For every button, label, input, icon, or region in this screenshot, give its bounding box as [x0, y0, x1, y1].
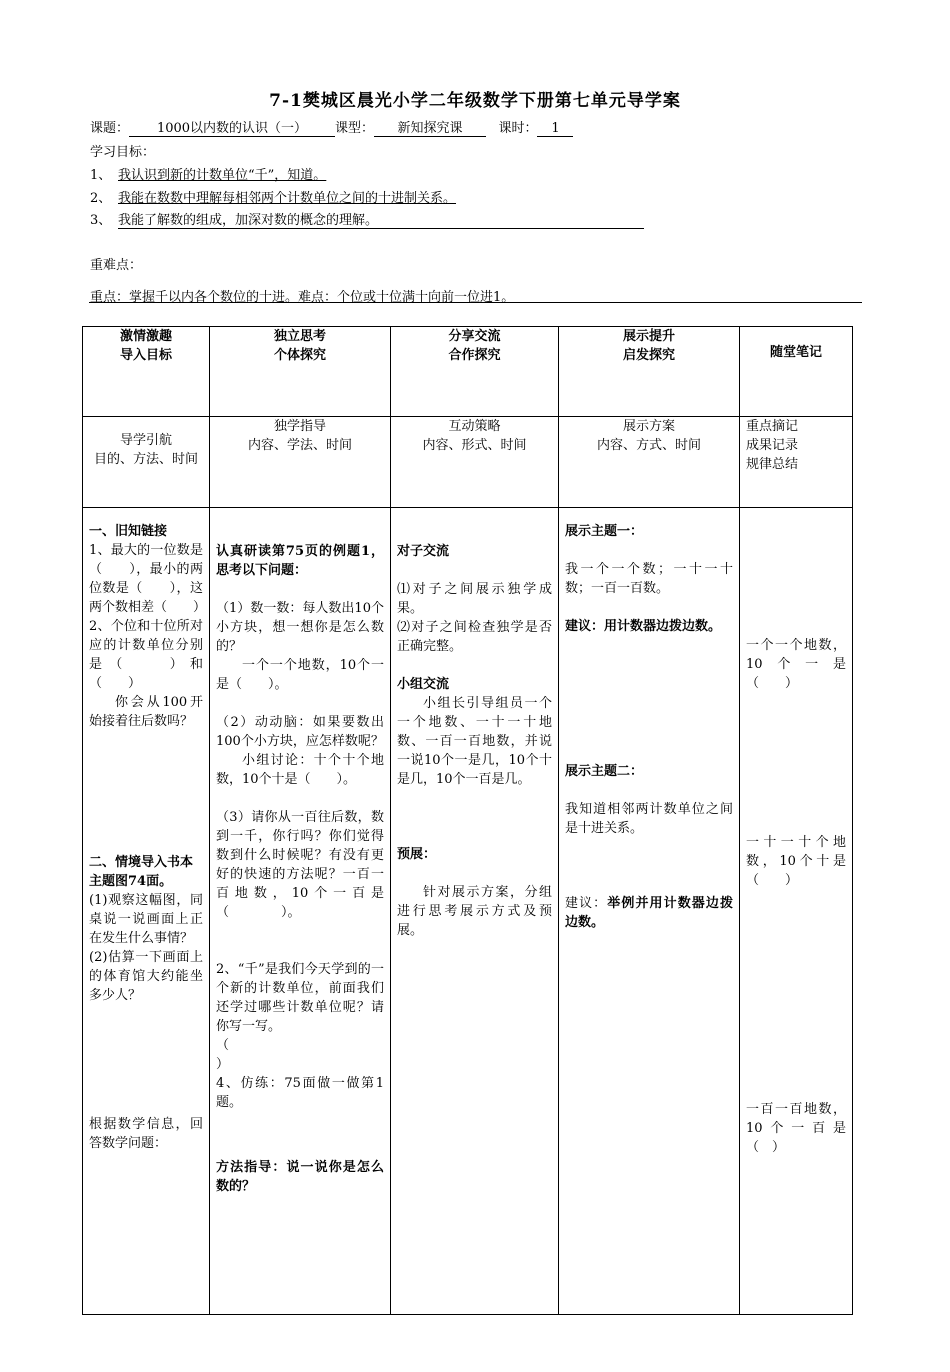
paragraph: ⑵对子之间检查独学是否正确完整。 — [397, 620, 552, 654]
goals-label: 学习目标： — [90, 145, 156, 160]
subheader-line: 重点摘记 — [746, 419, 799, 434]
subheader-row — [83, 417, 853, 508]
subheader-line: 展示方案 — [622, 419, 675, 434]
section-heading: 一、旧知链接 — [89, 524, 168, 539]
header-cell-2 — [210, 327, 391, 417]
content-cell-4 — [559, 508, 740, 1315]
meta-line — [90, 117, 573, 137]
header-line: 激情激趣 — [119, 329, 172, 344]
type-text: 新知探究课 — [397, 121, 463, 136]
paragraph: （ — [216, 1038, 230, 1053]
paragraph: 我知道相邻两计数单位之间是十进关系。 — [565, 802, 733, 836]
goal-text — [118, 209, 644, 229]
section-heading: 方法指导：说一说你是怎么数的？ — [216, 1160, 384, 1194]
key-underline — [89, 302, 862, 303]
content-cell-2 — [210, 508, 391, 1315]
header-line: 独立思考 — [273, 329, 326, 344]
section-heading: 认真研读第75页的例题1，思考以下问题： — [216, 544, 384, 578]
suggestion-label: 建议： — [565, 896, 608, 911]
subheader-cell-2 — [210, 417, 391, 508]
header-line: 个体探究 — [273, 348, 326, 363]
content-row — [83, 508, 853, 1315]
section-heading: 展示主题二： — [565, 764, 644, 779]
section-heading — [565, 894, 733, 932]
paragraph: 小组讨论：十个十个地数，10个十是（ ）。 — [216, 753, 384, 787]
subheader-line: 互动策略 — [448, 419, 501, 434]
section-heading: 建议：用计数器边拨边数。 — [565, 619, 722, 634]
paragraph: 4、仿练：75面做一做第1题。 — [216, 1076, 384, 1110]
topic-value — [129, 117, 335, 137]
subheader-cell-1 — [83, 417, 210, 508]
paragraph: （1）数一数：每人数出10个小方块，想一想你是怎么数的？ — [216, 601, 384, 654]
header-row — [83, 327, 853, 417]
subheader-line: 目的、方法、时间 — [93, 452, 198, 467]
goal-text: 我能在数数中理解每相邻两个计数单位之间的十进制关系。 — [118, 191, 457, 206]
paragraph: 根据数学信息，回答数学问题： — [89, 1117, 203, 1151]
paragraph: 你会从100开始接着往后数吗？ — [89, 695, 203, 729]
header-cell-1 — [83, 327, 210, 417]
subheader-cell-5 — [740, 417, 853, 508]
goal-num: 3、 — [90, 213, 112, 228]
header-cell-3 — [391, 327, 559, 417]
content-cell-1 — [83, 508, 210, 1315]
paragraph: 小组长引导组员一个一个地数、一十一十地数、一百一百地数，并说一说10个一是几，10个十是几，10个一百是几。 — [397, 696, 552, 787]
hours-text: 1 — [551, 121, 560, 136]
header-line: 启发探究 — [622, 348, 675, 363]
header-cell-5 — [740, 327, 853, 417]
content-cell-5 — [740, 508, 853, 1315]
subheader-line: 内容、方式、时间 — [596, 438, 701, 453]
goal-item-3 — [90, 209, 644, 229]
goal-text-content: 我能了解数的组成，加深对数的概念的理解。 — [118, 213, 379, 228]
topic-text: 1000以内数的认识（一） — [156, 121, 308, 136]
lesson-table — [82, 326, 853, 1315]
header-line: 分享交流 — [448, 329, 501, 344]
paragraph: 1、最大的一位数是（ ），最小的两位数是（ ），这两个数相差（ ） — [89, 543, 207, 615]
section-heading: 小组交流 — [397, 677, 450, 692]
header-line: 导入目标 — [119, 348, 172, 363]
header-line: 展示提升 — [622, 329, 675, 344]
section-heading: 展示主题一： — [565, 524, 644, 539]
paragraph: (1)观察这幅图，同桌说一说画面上正在发生什么事情？ — [89, 893, 203, 946]
subheader-line: 规律总结 — [746, 457, 799, 472]
subheader-line: 导学引航 — [119, 433, 172, 448]
paragraph: （2）动动脑：如果要数出100个小方块，应怎样数呢？ — [216, 715, 384, 749]
type-value — [374, 117, 486, 137]
subheader-line: 独学指导 — [273, 419, 326, 434]
hours-value — [537, 121, 573, 137]
paragraph: 我一个一个数；一十一十数；一百一百数。 — [565, 562, 733, 596]
section-heading: 对子交流 — [397, 544, 450, 559]
goal-num: 1、 — [90, 168, 112, 183]
key-label: 重难点： — [90, 258, 143, 273]
goal-text: 我认识到新的计数单位“千”，知道。 — [118, 168, 327, 183]
subheader-cell-3 — [391, 417, 559, 508]
note: 一十一十个地数，10个十是（ ） — [746, 835, 846, 888]
paragraph: （3）请你从一百往后数，数到一千，你行吗？你们觉得数到什么时候呢？有没有更好的快速的方法呢？一百一百地数，10个一百是（ ）。 — [216, 810, 384, 920]
section-heading: 二、情境导入书本主题图74面。 — [89, 855, 194, 889]
section-heading: 预展： — [397, 847, 437, 862]
goal-item-1 — [90, 164, 326, 183]
header-line: 合作探究 — [448, 348, 501, 363]
subheader-line: 内容、形式、时间 — [422, 438, 527, 453]
goal-item-2 — [90, 187, 456, 206]
paragraph: 针对展示方案，分组进行思考展示方式及预展。 — [397, 885, 552, 938]
note: 一个一个地数，10个一是（ ） — [746, 638, 846, 691]
page-title: 7-1樊城区晨光小学二年级数学下册第七单元导学案 — [269, 91, 681, 111]
content-cell-3 — [391, 508, 559, 1315]
hours-label: 课时： — [498, 121, 538, 136]
paragraph: ） — [216, 1057, 230, 1072]
type-label: 课型： — [335, 121, 375, 136]
subheader-line: 成果记录 — [746, 438, 799, 453]
header-cell-4 — [559, 327, 740, 417]
goal-num: 2、 — [90, 191, 112, 206]
paragraph: (2)估算一下画面上的体育馆大约能坐多少人？ — [89, 950, 203, 1003]
topic-label: 课题： — [90, 121, 130, 136]
paragraph: 一个一个地数，10个一是（ ）。 — [216, 658, 384, 692]
paragraph: 2、个位和十位所对应的计数单位分别是（ ）和（ ） — [89, 619, 203, 691]
paragraph: 2、“千”是我们今天学到的一个新的计数单位，前面我们还学过哪些计数单位呢？请你写一写。 — [216, 962, 384, 1034]
header-line: 随堂笔记 — [769, 345, 822, 360]
paragraph: ⑴对子之间展示独学成果。 — [397, 582, 552, 616]
subheader-line: 内容、学法、时间 — [247, 438, 352, 453]
subheader-cell-4 — [559, 417, 740, 508]
note: 一百一百地数，10个一百是（ ） — [746, 1102, 846, 1155]
suggestion-text: 举例并用计数器边拨边数。 — [565, 896, 733, 930]
key-text: 重点：掌握千以内各个数位的十进。难点：个位或十位满十向前一位进1。 — [90, 290, 515, 305]
